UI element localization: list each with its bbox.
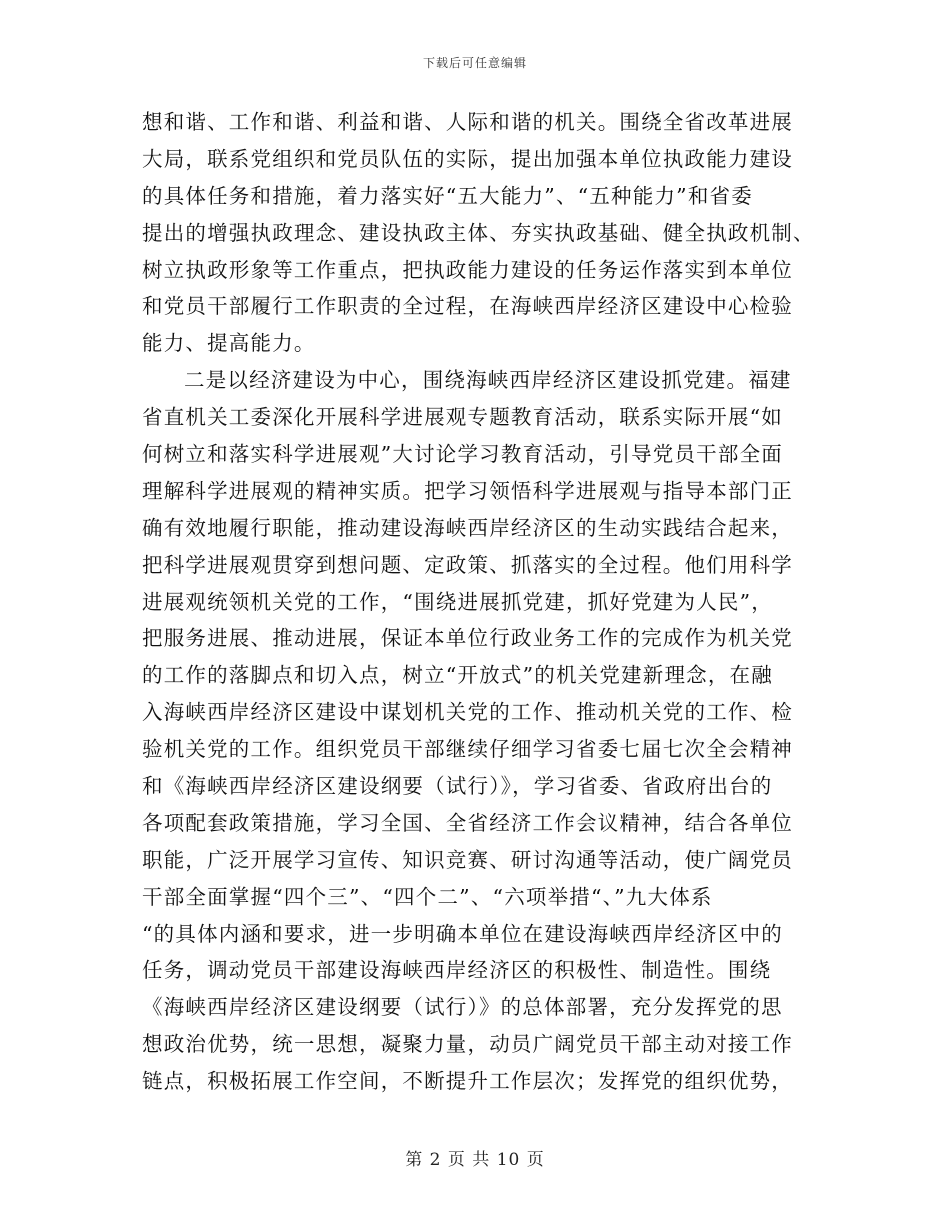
text-line: 《海峡西岸经济区建设纲要（试行）》的总体部署，充分发挥党的思	[142, 995, 783, 1020]
text-line: 和《海峡西岸经济区建设纲要（试行）》，学习省委、省政府出台的	[142, 774, 773, 799]
text-line: 干部全面掌握“四个三”、“四个二”、“六项举措“、”九大体系	[142, 884, 713, 909]
text-line: 树立执政形象等工作重点，把执政能力建设的任务运作落实到本单位	[142, 257, 793, 282]
text-line: 入海峡西岸经济区建设中谋划机关党的工作、推动机关党的工作、检	[142, 700, 793, 725]
text-line: 想政治优势，统一思想，凝聚力量，动员广阔党员干部主动对接工作	[142, 1032, 793, 1057]
text-line: 职能，广泛开展学习宣传、知识竞赛、研讨沟通等活动，使广阔党员	[142, 847, 793, 872]
text-line: 提出的增强执政理念、建设执政主体、夯实执政基础、健全执政机制、	[142, 220, 815, 245]
text-line: 的工作的落脚点和切入点，树立“开放式”的机关党建新理念，在融	[142, 663, 773, 688]
text-line: 各项配套政策措施，学习全国、全省经济工作会议精神，结合各单位	[142, 810, 793, 835]
text-line: 确有效地履行职能，推动建设海峡西岸经济区的生动实践结合起来，	[142, 515, 793, 540]
text-line: 任务，调动党员干部建设海峡西岸经济区的积极性、制造性。围绕	[142, 958, 772, 983]
page-header: 下载后可任意编辑	[422, 56, 527, 70]
text-line: 大局，联系党组织和党员队伍的实际，提出加强本单位执政能力建设	[142, 146, 793, 171]
text-line: 验机关党的工作。组织党员干部继续仔细学习省委七届七次全会精神	[142, 737, 793, 762]
text-line: 链点，积极拓展工作空间，不断提升工作层次；发挥党的组织优势，	[142, 1069, 793, 1094]
text-line: “的具体内涵和要求，进一步明确本单位在建设海峡西岸经济区中的	[142, 921, 783, 946]
text-line: 的具体任务和措施，着力落实好“五大能力”、“五种能力”和省委	[142, 183, 753, 208]
paragraph-start-line: 二是以经济建设为中心，围绕海峡西岸经济区建设抓党建。福建	[184, 368, 792, 393]
text-line: 把科学进展观贯穿到想问题、定政策、抓落实的全过程。他们用科学	[142, 552, 793, 577]
text-line: 理解科学进展观的精神实质。把学习领悟科学进展观与指导本部门正	[142, 478, 793, 503]
text-line: 何树立和落实科学进展观”大讨论学习教育活动，引导党员干部全面	[142, 442, 783, 467]
document-body	[142, 104, 815, 1100]
page-number-footer: 第 2 页 共 10 页	[405, 1150, 545, 1170]
text-line: 和党员干部履行工作职责的全过程，在海峡西岸经济区建设中心检验	[142, 294, 793, 319]
text-line: 进展观统领机关党的工作，“围绕进展抓党建，抓好党建为人民”，	[142, 589, 773, 614]
text-line: 能力、提高能力。	[142, 331, 316, 356]
text-line: 省直机关工委深化开展科学进展观专题教育活动，联系实际开展“如	[142, 405, 783, 430]
text-line: 把服务进展、推动进展，保证本单位行政业务工作的完成作为机关党	[142, 626, 793, 651]
text-line: 想和谐、工作和谐、利益和谐、人际和谐的机关。围绕全省改革进展	[142, 110, 793, 134]
